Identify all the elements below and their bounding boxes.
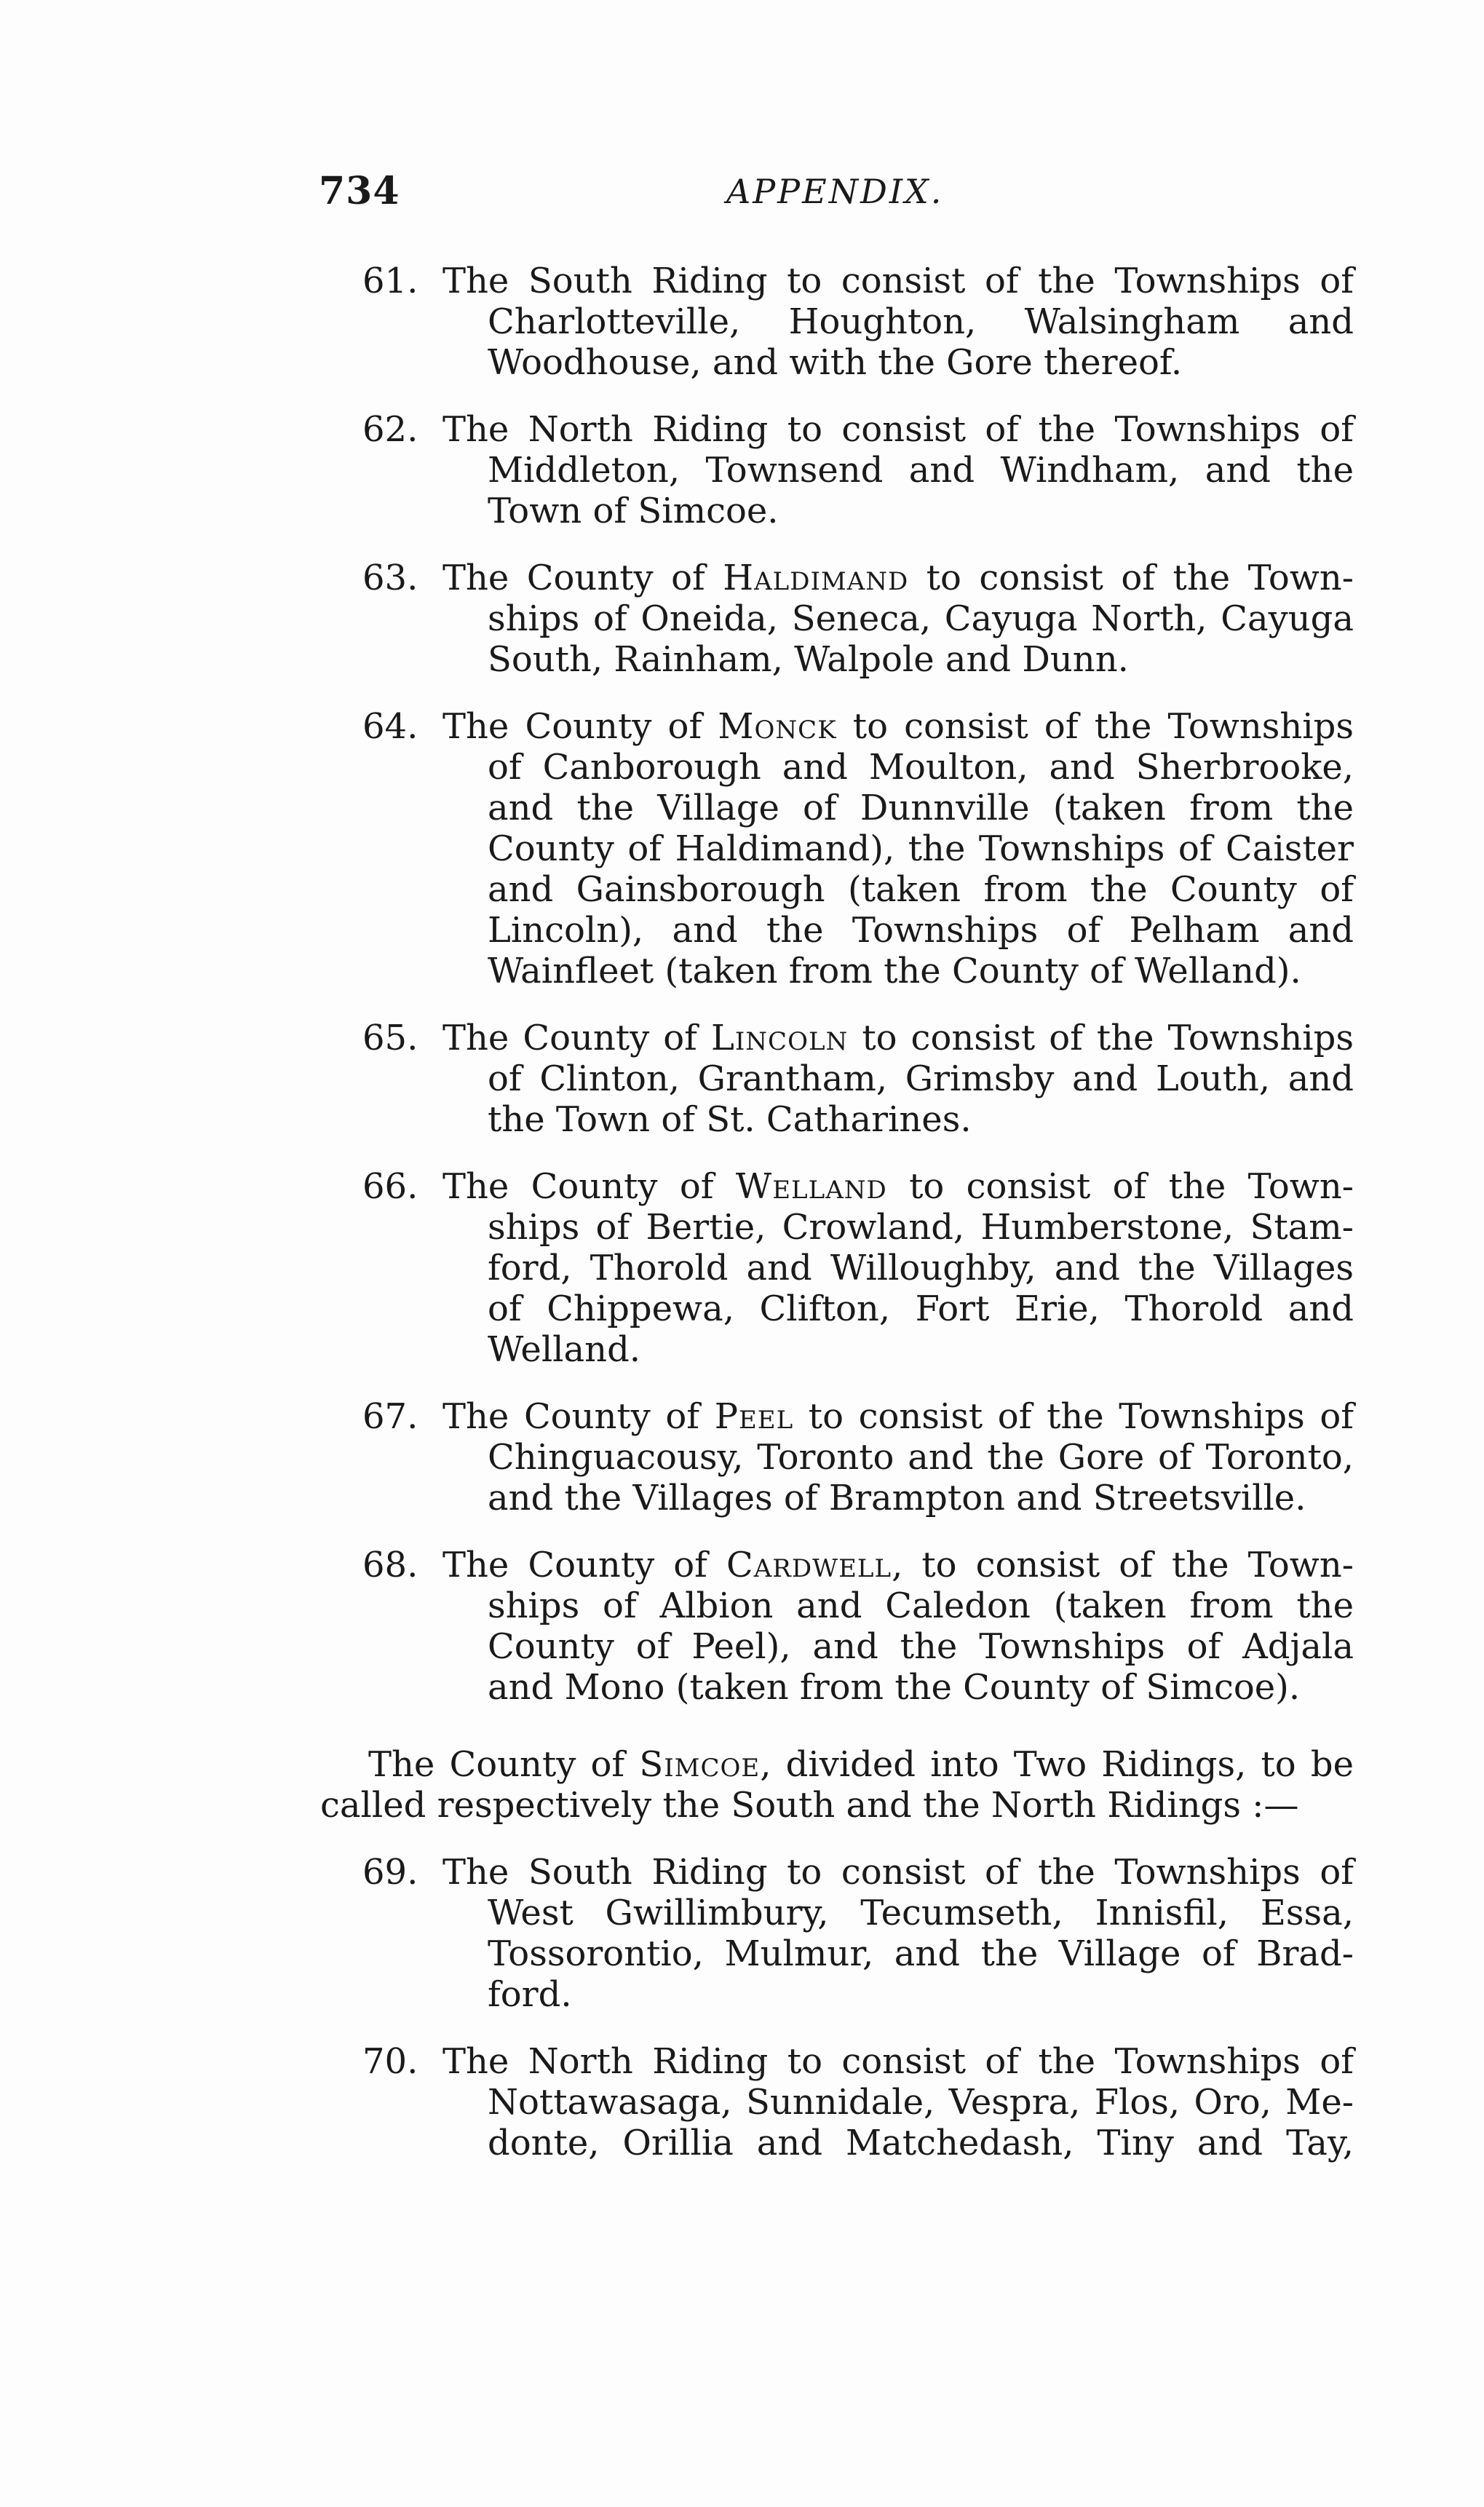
text-run: The County of xyxy=(443,558,723,598)
intro-first-line xyxy=(320,1744,1354,1785)
section-line: ford. xyxy=(488,1974,572,2015)
section-68 xyxy=(320,1545,1354,1708)
text-run: to consist of the Townships of xyxy=(793,1396,1354,1437)
section-number: 62. xyxy=(362,409,418,450)
section-line: The North Riding to consist of the Townships of xyxy=(443,409,1354,450)
section-line: and the Villages of Brampton and Streetsville. xyxy=(488,1478,1306,1518)
section-first-line xyxy=(443,706,1354,747)
section-line: and Gainsborough (taken from the County of xyxy=(488,869,1354,910)
section-line: Chinguacousy, Toronto and the Gore of Toronto, xyxy=(488,1437,1354,1478)
section-line: West Gwillimbury, Tecumseth, Innisfil, Essa, xyxy=(488,1893,1354,1933)
section-65 xyxy=(320,1018,1354,1140)
page-header xyxy=(319,169,1352,220)
section-line: the Town of St. Catharines. xyxy=(488,1099,972,1140)
text-run: , to consist of the Town- xyxy=(892,1545,1354,1585)
running-head: APPENDIX. xyxy=(726,172,944,211)
text-run: The County of xyxy=(443,1396,715,1437)
section-line: Lincoln), and the Townships of Pelham and xyxy=(488,910,1354,951)
section-line: The North Riding to consist of the Townships of xyxy=(443,2041,1354,2082)
county-name: Haldimand xyxy=(723,558,909,598)
section-line: and the Village of Dunnville (taken from the xyxy=(488,788,1354,828)
page-number: 734 xyxy=(319,169,400,213)
section-line: County of Haldimand), the Townships of Caister xyxy=(488,828,1354,869)
section-line: County of Peel), and the Townships of Adjala xyxy=(488,1626,1354,1667)
county-name: Peel xyxy=(714,1396,794,1437)
section-number: 65. xyxy=(362,1018,418,1058)
section-number: 61. xyxy=(362,261,418,301)
county-name: Simcoe xyxy=(639,1744,761,1785)
section-line: ships of Albion and Caledon (taken from the xyxy=(488,1585,1354,1626)
section-64 xyxy=(320,706,1354,991)
section-67 xyxy=(320,1396,1354,1518)
section-line: Welland. xyxy=(488,1329,641,1370)
text-run: The County of xyxy=(443,706,718,747)
section-69 xyxy=(320,1852,1354,2015)
text-run: The County of xyxy=(443,1545,726,1585)
text-run: The County of xyxy=(368,1744,640,1785)
text-run: , divided into Two Ridings, to be xyxy=(760,1744,1354,1785)
section-line: Wainfleet (taken from the County of Welland). xyxy=(488,951,1301,991)
county-name: Cardwell xyxy=(726,1545,892,1585)
section-line: ford, Thorold and Willoughby, and the Villages xyxy=(488,1248,1354,1288)
section-first-line xyxy=(443,1396,1354,1437)
section-line: Middleton, Townsend and Windham, and the xyxy=(488,450,1354,491)
section-line: ships of Bertie, Crowland, Humberstone, Stam- xyxy=(488,1207,1354,1248)
text-run: to consist of the Townships xyxy=(848,1018,1354,1058)
section-line: Nottawasaga, Sunnidale, Vespra, Flos, Oro, Me- xyxy=(488,2082,1354,2123)
section-61 xyxy=(320,261,1354,383)
section-number: 67. xyxy=(362,1396,418,1437)
text-run: The County of xyxy=(443,1018,711,1058)
section-number: 68. xyxy=(362,1545,418,1585)
section-line: The South Riding to consist of the Townships of xyxy=(443,1852,1354,1893)
section-line: The South Riding to consist of the Townships of xyxy=(443,261,1354,301)
section-line: South, Rainham, Walpole and Dunn. xyxy=(488,639,1129,680)
section-line: Town of Simcoe. xyxy=(488,491,779,531)
section-number: 64. xyxy=(362,706,418,747)
text-run: to consist of the Town- xyxy=(886,1166,1354,1207)
section-66 xyxy=(320,1166,1354,1370)
section-number: 69. xyxy=(362,1852,418,1893)
section-number: 63. xyxy=(362,558,418,598)
county-name: Lincoln xyxy=(711,1018,849,1058)
text-run: to consist of the Townships xyxy=(836,706,1354,747)
section-line: of Chippewa, Clifton, Fort Erie, Thorold and xyxy=(488,1288,1354,1329)
section-line: ships of Oneida, Seneca, Cayuga North, Cayuga xyxy=(488,598,1354,639)
simcoe-intro xyxy=(320,1744,1354,1826)
section-line: of Clinton, Grantham, Grimsby and Louth, and xyxy=(488,1058,1354,1099)
section-62 xyxy=(320,409,1354,531)
section-first-line xyxy=(443,1018,1354,1058)
section-70 xyxy=(320,2041,1354,2163)
section-line: Woodhouse, and with the Gore thereof. xyxy=(488,342,1183,383)
section-line: Charlotteville, Houghton, Walsingham and xyxy=(488,301,1354,342)
section-first-line xyxy=(443,558,1354,598)
section-line: Tossorontio, Mulmur, and the Village of Brad- xyxy=(488,1933,1354,1974)
section-first-line xyxy=(443,1166,1354,1207)
intro-second-line: called respectively the South and the North Ridings :— xyxy=(320,1785,1299,1826)
section-63 xyxy=(320,558,1354,680)
county-name: Welland xyxy=(735,1166,887,1207)
section-number: 70. xyxy=(362,2041,418,2082)
section-line: and Mono (taken from the County of Simcoe). xyxy=(488,1667,1301,1708)
text-run: The County of xyxy=(443,1166,736,1207)
section-line: donte, Orillia and Matchedash, Tiny and Tay, xyxy=(488,2123,1354,2163)
section-first-line xyxy=(443,1545,1354,1585)
section-line: of Canborough and Moulton, and Sherbrooke, xyxy=(488,747,1354,788)
text-run: to consist of the Town- xyxy=(908,558,1354,598)
page-content xyxy=(320,261,1354,2190)
county-name: Monck xyxy=(718,706,837,747)
section-number: 66. xyxy=(362,1166,418,1207)
